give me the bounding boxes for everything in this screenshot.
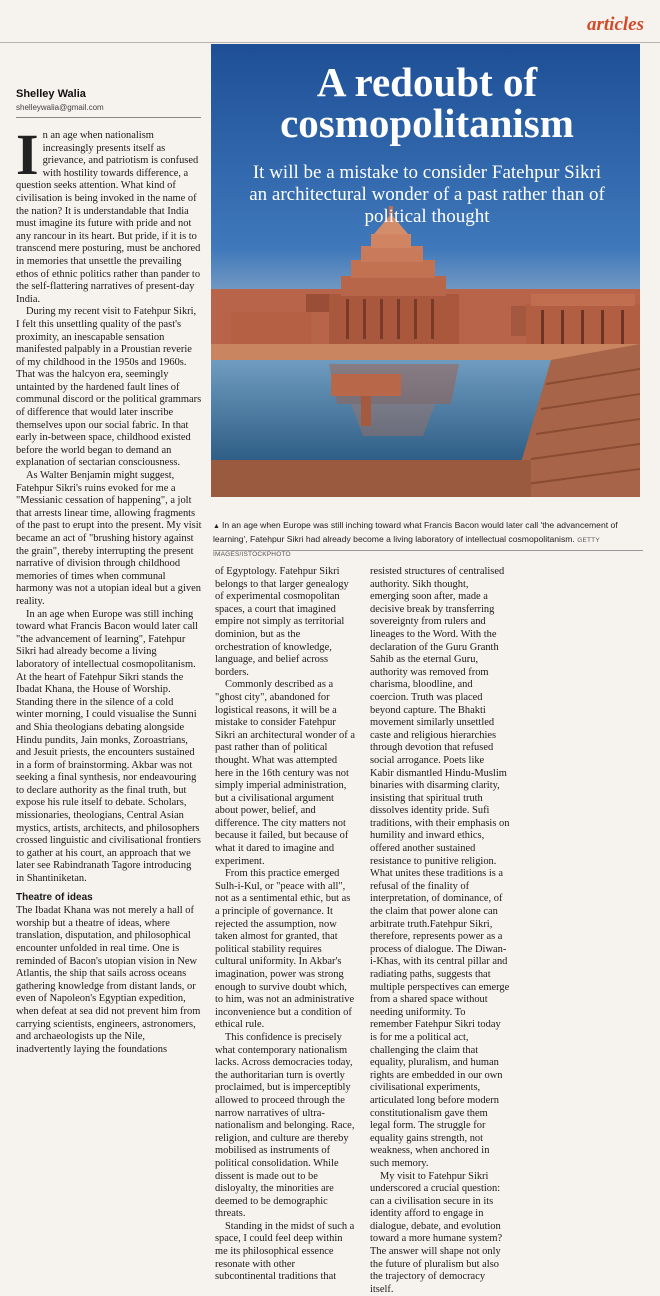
page-header	[0, 0, 660, 44]
author-name: Shelley Walia	[16, 88, 86, 100]
paragraph-text: n an age when nationalism increasingly presents itself as grievance, and patriotism is confused with hostility towards difference, a question seeks attention. What kind of civilisation is being invoked in the name of the nation? It is understandable that India must imagine its future with pride and not any rancour in its heart. But pride, if it is to transcend mere posturing, must be anchored in memories that unsettle the prevailing ethos of ethnic politics rather than pander to the self-flattering narratives of present-day India.	[16, 130, 200, 305]
photo-credit: GETTY IMAGES/ISTOCKPHOTO	[213, 537, 600, 558]
author-email: shelleywalia@gmail.com	[16, 103, 104, 112]
article-column-3	[370, 566, 510, 1296]
article-paragraph: resisted structures of centralised authority. Sikh thought, emerging soon after, made a decisive break by transferring sovereignty from rulers and lineages to the Word. With the declaration of the Guru Granth Sahib as the eternal Guru, authority was removed from charisma, bloodline, and coercion. Truth was placed beyond capture. The Bhakti movement similarly unsettled caste and religious hierarchies through devotion that refused social arrogance. Poets like Kabir dismantled Hindu-Muslim binaries with disarming clarity, insisting that spiritual truth dissolves identity pride. Sufi traditions, with their emphasis on humility and inward ethics, offered another sustained resistance to punitive religion. What unites these traditions is a refusal of the finality of interpretation, of dominance, of the claim that power alone can arbitrate truth.Fatehpur Sikri, therefore, represents power as a process of dialogue. The Diwan-i-Khas, with its central pillar and radiating paths, suggests that multiple perspectives can emerge from a shared space without needing uniformity. To remember Fatehpur Sikri today is for me a political act, challenging the claim that equality, pluralism, and human rights are embedded in our own civilisational experiments, articulated long before modern constitutionalism gave them legal form. The struggle for equality gains strength, not weakness, when anchored in such memory.	[370, 566, 510, 1171]
byline-rule	[16, 117, 201, 118]
section-label: articles	[587, 14, 644, 36]
standfirst: It will be a mistake to consider Fatehpur Sikri an architectural wonder of a past rather than of political thought	[247, 162, 607, 228]
article-column-1	[16, 130, 202, 1056]
article-paragraph: From this practice emerged Sulh-i-Kul, or "peace with all", not as a sentimental ethic, but as a principle of governance. It rejected the assumption, now taken almost for granted, that political stability requires cultural uniformity. In Akbar's imagination, power was strong enough to survive doubt which, to him, was not an administrative inconvenience but a condition of ethical rule.	[215, 868, 355, 1032]
article-paragraph: My visit to Fatehpur Sikri underscored a crucial question: can a civilisation secure in its identity afford to engage in dialogue, debate, and evolution toward a more humane system? The answer will shape not only the future of pluralism but also the trajectory of democracy itself.	[370, 1171, 510, 1296]
headline: A redoubt of cosmopolitanism	[227, 62, 627, 144]
header-rule	[0, 42, 660, 43]
drop-cap: I	[16, 132, 39, 178]
article-paragraph	[16, 130, 202, 306]
hero-banner	[211, 44, 640, 497]
caption-rule	[213, 550, 643, 551]
article-paragraph: This confidence is precisely what contemporary nationalism lacks. Across democracies today, the authoritarian turn is overtly proclaimed, but is imperceptibly allowed to proceed through the narrow narratives of ultra-nationalism and belonging. Race, religion, and culture are thereby mobilised as instruments of political consolidation. While dissent is made out to be disloyalty, the minorities are deemed to be demographic threats.	[215, 1032, 355, 1221]
photo-caption	[213, 519, 643, 561]
article-column-2	[215, 566, 355, 1284]
article-paragraph: During my recent visit to Fatehpur Sikri, I felt this unsettling quality of the past's proximity, an inescapable sensation manifested palpably in a Proustian reverie of my childhood in the 1950s and 1960s. That was the halcyon era, seemingly untainted by the hardened fault lines of communal discord or the political grammars of difference that would later inscribe themselves upon our social fabric. In that early in-between space, childhood existed before the world began to demand an explanation of sectarian consciousness.	[16, 306, 202, 470]
article-paragraph: The Ibadat Khana was not merely a hall of worship but a theatre of ideas, where translation, disputation, and philosophical encounter unfolded in real time. One is reminded of Bacon's utopian vision in New Atlantis, the ship that sails across oceans gathering knowledge from distant lands, or even of Napoleon's Egyptian expedition, when defeat at sea did not prevent him from carrying scientists, engineers, astronomers, and archaeologists up the Nile, inadvertently laying the foundations	[16, 905, 202, 1056]
caption-triangle-icon: ▲	[213, 523, 220, 530]
caption-text: In an age when Europe was still inching toward what Francis Bacon would later call 'the advancement of learning', Fatehpur Sikri had already become a living laboratory of intellectual cosmopolitanism.	[213, 520, 618, 544]
article-paragraph: of Egyptology. Fatehpur Sikri belongs to that larger genealogy of experimental cosmopolitan spaces, a court that imagined empire not simply as territorial dominion, but as the orchestration of knowledge, language, and belief across borders.	[215, 566, 355, 679]
subheading: Theatre of ideas	[16, 892, 202, 905]
article-paragraph: Commonly described as a "ghost city", abandoned for logistical reasons, it will be a mistake to consider Fatehpur Sikri an architectural wonder of a past rather than of political thought. What was attempted here in the 16th century was not simply imperial administration, but a civilisational argument about power, belief, and difference. The city matters not because it failed, but because of what it dared to imagine and experiment.	[215, 679, 355, 868]
article-paragraph: In an age when Europe was still inching toward what Francis Bacon would later call "the advancement of learning", Fatehpur Sikri had already become a living laboratory of intellectual cosmopolitanism. At the heart of Fatehpur Sikri stands the Ibadat Khana, the House of Worship. Standing there in the silence of a cold winter morning, I could visualise the Sunni and Shia theologians debating alongside Hindu pundits, Jain monks, Zoroastrians, and Jesuit priests, the encounters sustained in a form of brainstorming. Akbar was not seeking a final synthesis, nor endeavouring to declare authority as the final truth, but expose his rule itself to debate. Scholars, missionaries, theologians, Central Asian mystics, artists, architects, and philosophers crossed linguistic and civilisational frontiers to gather at his court, an approach that we later see Rabindranath Tagore introducing in Shantiniketan.	[16, 609, 202, 886]
article-paragraph: As Walter Benjamin might suggest, Fatehpur Sikri's ruins evoked for me a "Messianic cessation of happening", a jolt that arrests linear time, allowing fragments of the past to erupt into the present. My visit became an act of "brushing history against the grain", thereby interrupting the present narrative of division through childhood memories of times when communal harmony was not a utopian ideal but a given reality.	[16, 470, 202, 609]
article-paragraph: Standing in the midst of such a space, I could feel deep within me its philosophical essence resonate with other subcontinental traditions that	[215, 1221, 355, 1284]
